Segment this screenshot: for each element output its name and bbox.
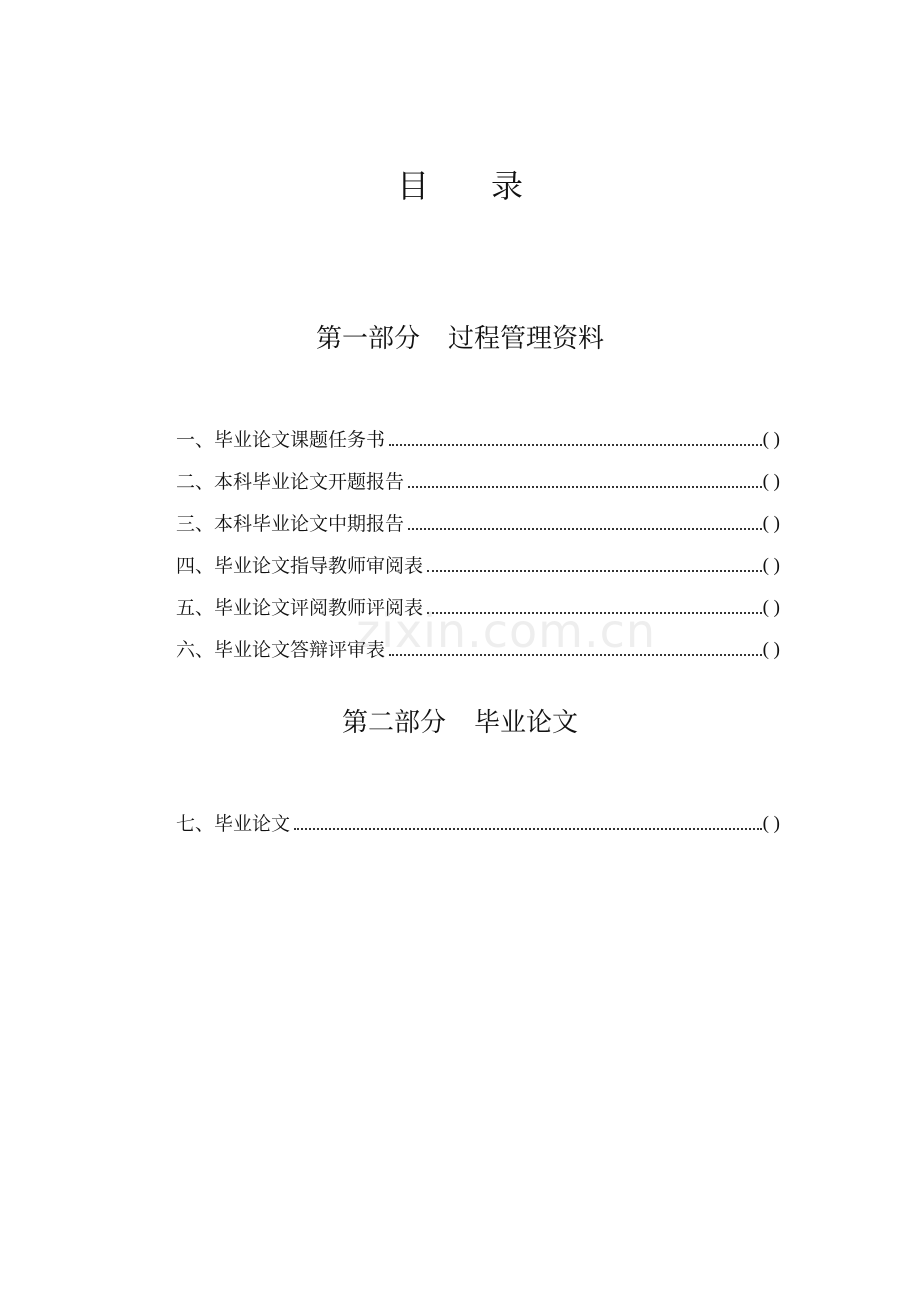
toc-entry-label: 三、本科毕业论文中期报告 [176,513,405,535]
part2-name: 毕业论文 [474,708,579,738]
toc-entry [176,410,780,452]
part2-toc-list [176,794,780,836]
toc-entry-page: ( ) [762,555,780,576]
toc-entry-page: ( ) [762,471,780,492]
watermark-text: zixin.com.cn [356,604,657,658]
part1-name: 过程管理资料 [448,324,605,354]
toc-entry-page: ( ) [762,639,780,660]
toc-entry-page: ( ) [762,429,780,450]
toc-entry-label: 二、本科毕业论文开题报告 [176,471,405,493]
toc-entry [176,620,780,662]
toc-entry-label: 七、毕业论文 [176,813,291,835]
toc-entry-page: ( ) [762,813,780,834]
toc-entry [176,578,780,620]
toc-entry-label: 一、毕业论文课题任务书 [176,429,386,451]
toc-leader-dots [427,612,762,614]
toc-entry [176,794,780,836]
toc-entry-label: 六、毕业论文答辩评审表 [176,639,386,661]
toc-entry [176,494,780,536]
toc-leader-dots [294,828,762,830]
toc-title-right: 录 [491,167,524,205]
toc-leader-dots [427,570,762,572]
toc-entry [176,536,780,578]
toc-entry-label: 五、毕业论文评阅教师评阅表 [176,597,424,619]
toc-leader-dots [389,654,762,656]
toc-leader-dots [408,528,762,530]
toc-title-left: 目 [396,167,429,205]
toc-leader-dots [408,486,762,488]
part2-heading [0,705,920,741]
toc-entry-page: ( ) [762,597,780,618]
part1-label: 第一部分 [315,324,420,354]
part2-label: 第二部分 [341,708,446,738]
toc-leader-dots [389,444,762,446]
toc-entry-page: ( ) [762,513,780,534]
part1-toc-list [176,410,780,662]
part1-heading [0,321,920,357]
toc-title [0,164,920,208]
toc-entry-label: 四、毕业论文指导教师审阅表 [176,555,424,577]
toc-entry [176,452,780,494]
